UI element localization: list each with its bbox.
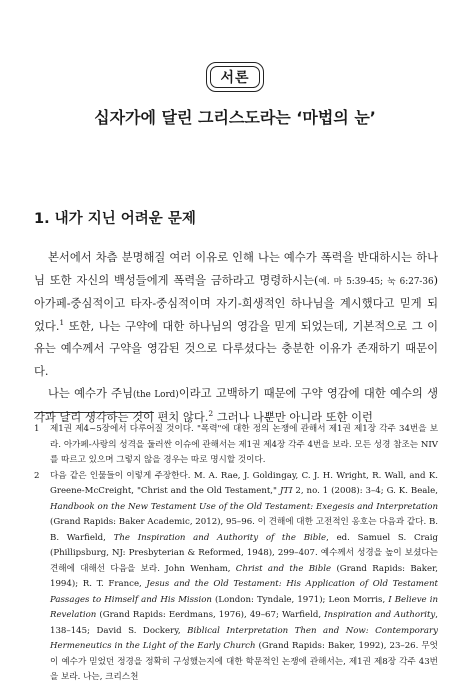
book-title: The Inspiration and Authority of the Bible	[113, 532, 327, 543]
footnote-ref-1[interactable]: 1	[59, 317, 65, 327]
paragraph-1-text-a: 본서에서 차츰 분명해질 여러 이유로 인해 나는 예수가 폭력을 반대하시는 하나님 또한 자신의 백성들에게 폭력을 금하라고 명령하시는(	[34, 251, 438, 287]
footnote-ref-2[interactable]: 2	[208, 408, 214, 418]
footnote-1	[34, 422, 438, 469]
book-title: Inspiration and Authority	[324, 610, 436, 620]
paragraph-2-text-c: 그러나 나뿐만 아니라 또한 이런	[213, 410, 373, 424]
book-title: Jesus and the Old Testament: His Application of Old Testament Passages to Himself and His Mission	[50, 579, 438, 605]
footnote-2	[34, 469, 438, 686]
footnote-segment: (Grand Rapids: Eerdmans, 1976), 49–67; Warfield,	[96, 610, 325, 620]
footnote-number: 1	[34, 424, 40, 434]
paragraph-1	[34, 247, 438, 383]
footnote-segment: 다음 같은 인물들이 이렇게 주장한다. M. A. Rae, J. Goldingay, C. J. H. Wright, R. Wall, and K. Greene-McCreight, "Christ and the Old Testament,"	[50, 470, 438, 496]
journal-title: JTI	[279, 486, 293, 496]
paragraph-2-text-a: 나는 예수가 주님	[48, 387, 133, 400]
paragraph-1-text-b: ) 아가페-중심적이고 타자-중심적이며 자기-희생적인 하나님을 계시했다고 믿게 되었다.	[34, 273, 438, 333]
badge-container	[0, 62, 470, 92]
footnote-text	[50, 471, 438, 683]
book-title: Biblical Interpretation Then and Now: Contemporary Hermeneutics in the Light of the Early Church	[50, 625, 438, 651]
footnote-text: 제1권 제4~5장에서 다루어질 것이다. "폭력"에 대한 정의 논쟁에 관해서 제1권 제1장 각주 34번을 보라. 아가페-사랑의 성격을 둘러싼 이슈에 관해서는 제1권 제4장 각주 4번을 보라. 모든 성경 참조는 NIV를 따르고 있으며 그렇지 않을 경우는 따로 명시할 것이다.	[50, 424, 438, 465]
footnote-segment: (London: Tyndale, 1971); Leon Morris,	[211, 594, 389, 605]
footnote-segment: (Grand Rapids: Baker Academic, 2012), 95–96. 이 견해에 대한 고전적인 옹호는 다음과 같다. B. B. Warfield,	[50, 517, 438, 543]
scripture-reference: 예. 마 5:39-45; 눅 6:27-36	[318, 276, 434, 287]
chapter-title: 십자가에 달린 그리스도라는 ‘마법의 눈’	[94, 108, 376, 127]
footnotes	[34, 422, 438, 686]
paragraph-1-text-c: 또한, 나는 구약에 대한 하나님의 영감을 믿게 되었는데, 기본적으로 그 이유는 예수께서 구약을 영감된 것으로 다루셨다는 충분한 이유가 존재하기 때문이다.	[34, 319, 438, 378]
chapter-badge: 서론	[206, 62, 263, 92]
english-gloss: (the Lord)	[133, 390, 179, 400]
footnote-segment: 2, no. 1 (2008): 3–4; G. K. Beale,	[292, 486, 438, 496]
footnote-segment: (Grand Rapids: Baker, 1994); R. T. France,	[50, 563, 438, 589]
section-heading: 1. 내가 지닌 어려운 문제	[34, 211, 196, 227]
book-title: I Believe in Revelation	[50, 594, 438, 620]
book-title: Handbook on the New Testament Use of the Old Testament: Exegesis and Interpretation	[50, 501, 438, 512]
footnote-segment: , ed. Samuel S. Craig (Phillipsburg, NJ: Presbyterian & Reformed, 1948), 299–407. 예수께서 성경을 높이 보셨다는 견해에 대해선 다음을 보라. John Wenham,	[50, 532, 438, 574]
footnote-segment: (Grand Rapids: Baker, 1992), 23–26. 무엇이 예수가 믿었던 정경을 정확히 구성했는지에 대한 학문적인 논쟁에 관해서는, 제1권 제8장 각주 43번을 보라. 나는, 크리스천	[50, 641, 438, 682]
footnote-divider	[34, 412, 154, 413]
footnote-number: 2	[34, 470, 40, 481]
book-title: Christ and the Bible	[235, 563, 332, 574]
body-text	[34, 247, 438, 429]
footnote-segment: , 138–145; David S. Dockery,	[50, 610, 438, 636]
paragraph-2-text-b: 이라고 고백하기 때문에 구약 영감에 대한 예수의 생각과 달리 생각하는 것이 편치 않다.	[34, 387, 439, 424]
